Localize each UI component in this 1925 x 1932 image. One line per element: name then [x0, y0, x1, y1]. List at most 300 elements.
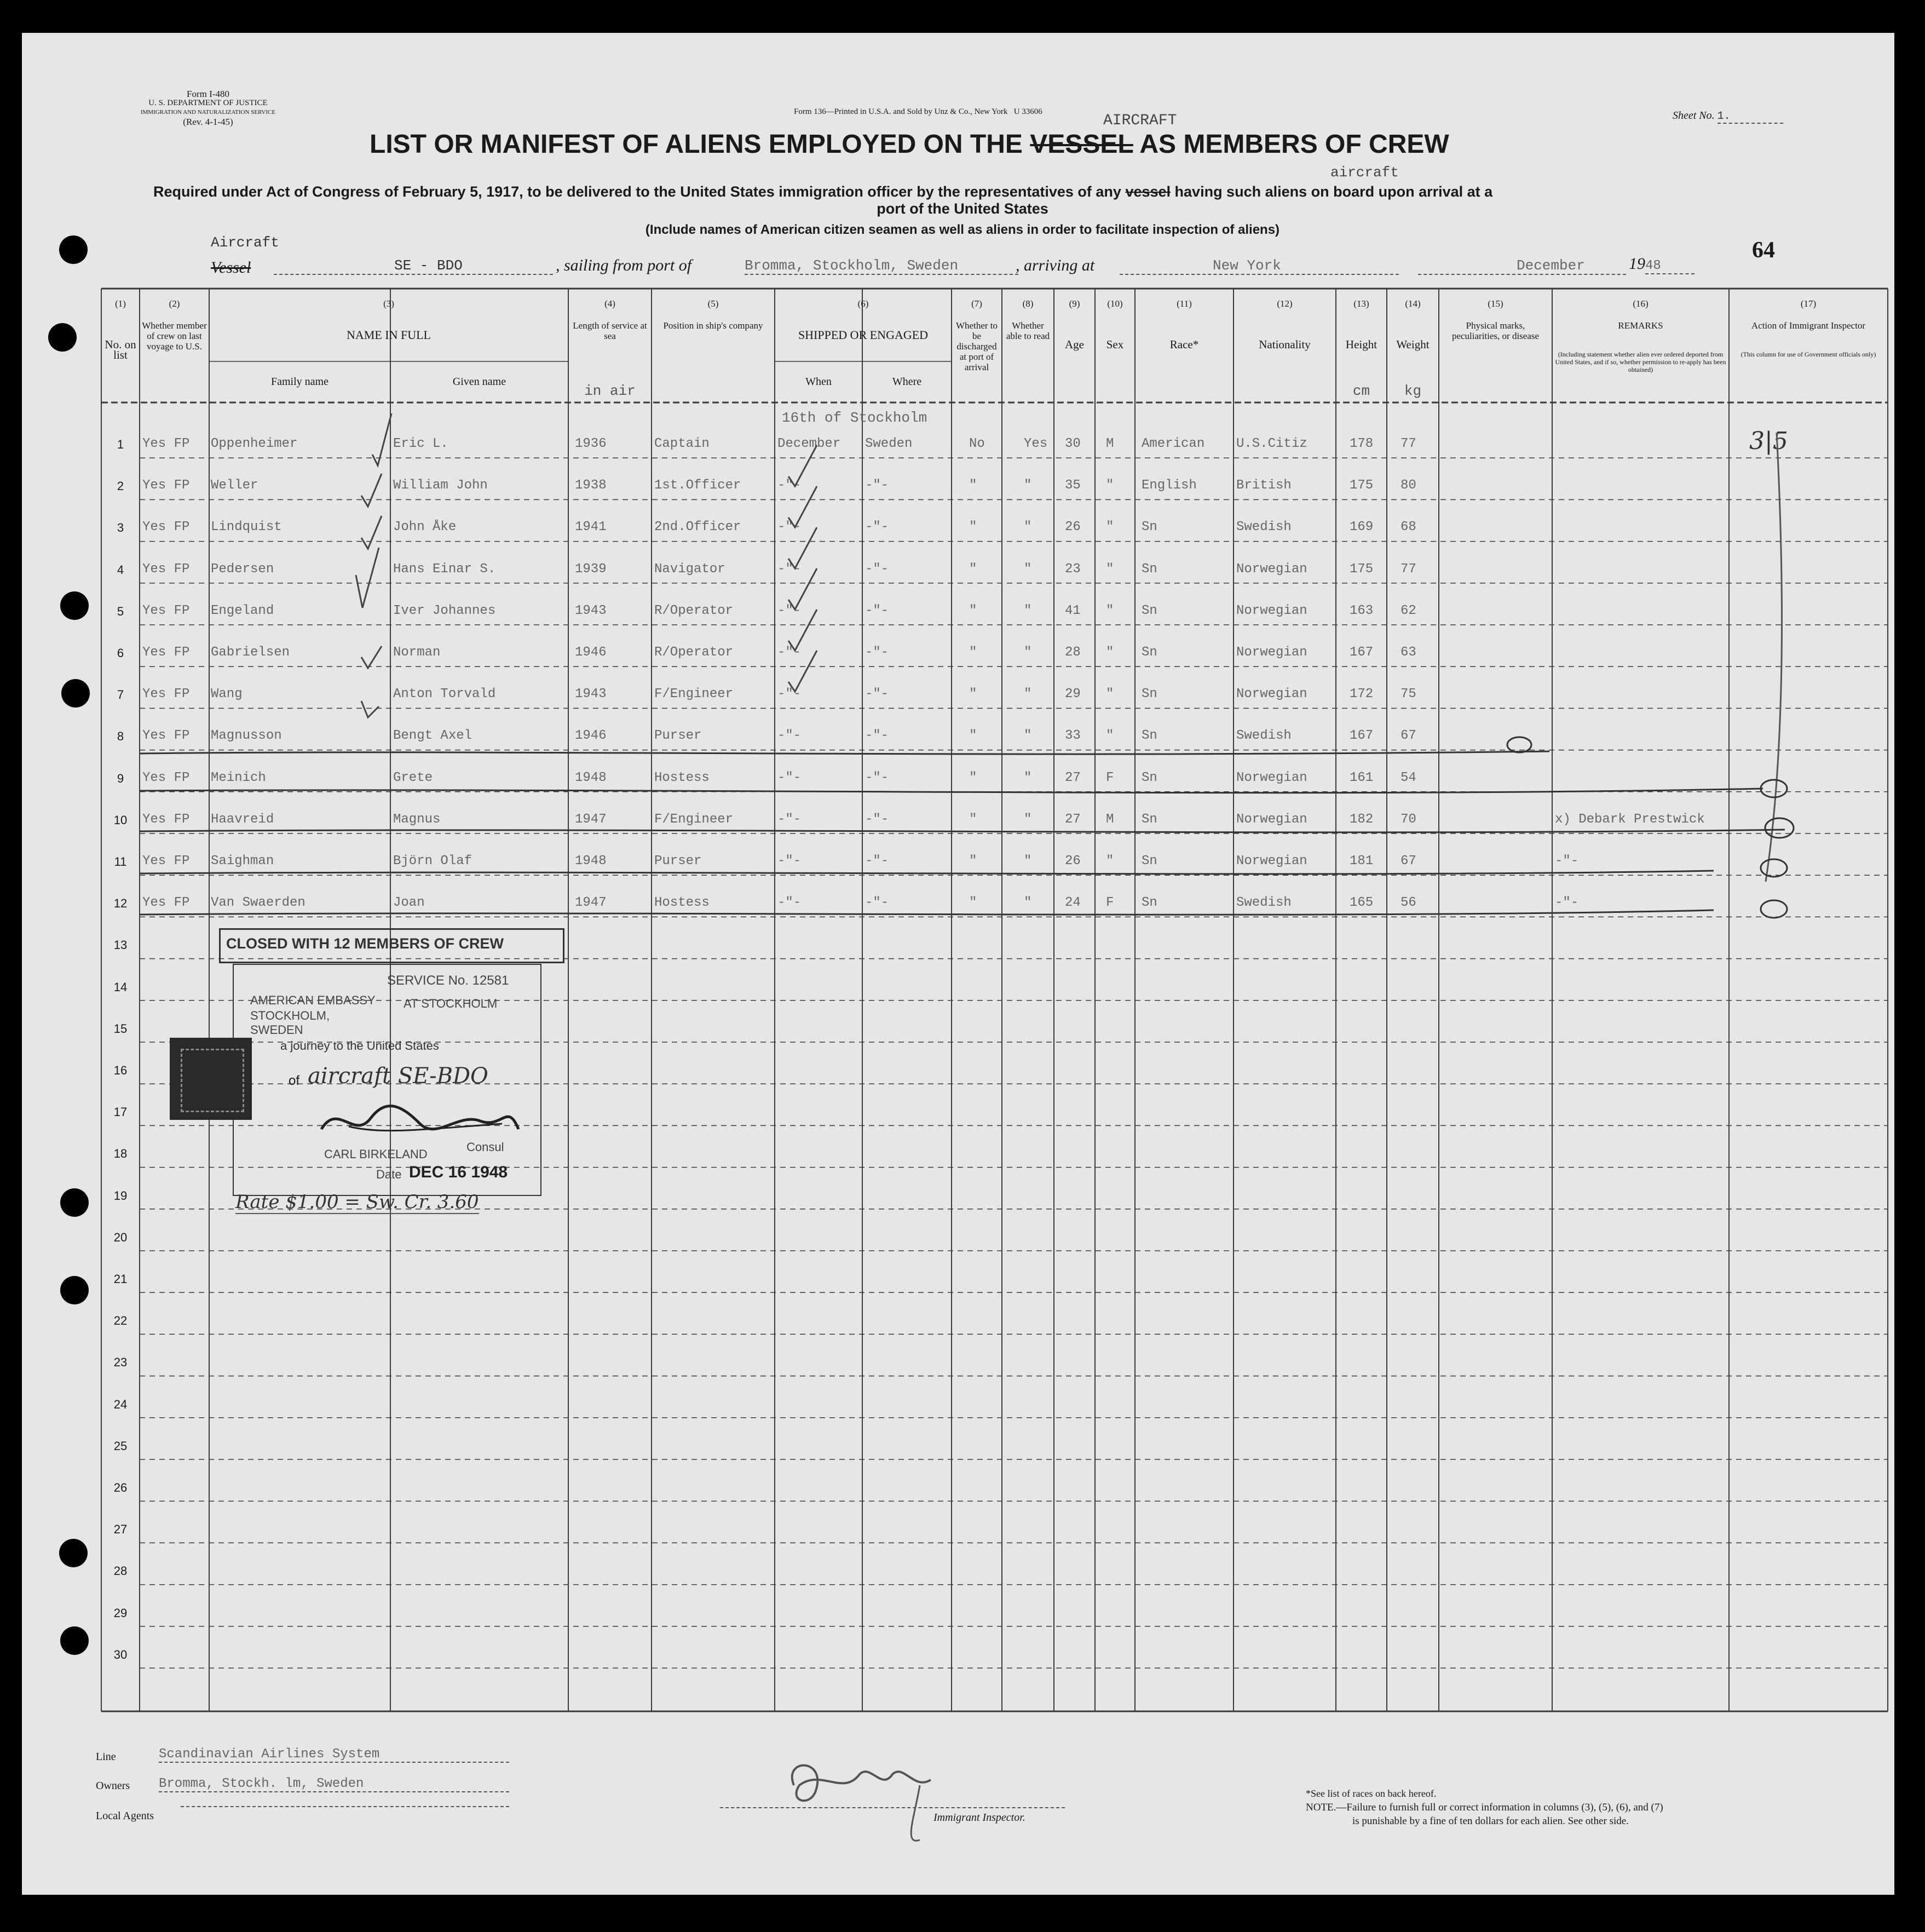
column-label: Height [1345, 338, 1378, 351]
cell-last: Yes FP [142, 603, 190, 618]
column-label: Age [1065, 338, 1084, 351]
column-label: SHIPPED OR ENGAGED [798, 328, 929, 342]
line-value: Scandinavian Airlines System [159, 1747, 509, 1763]
consul-name: CARL BIRKELAND [324, 1147, 428, 1161]
cell-race: Sn [1142, 687, 1157, 702]
row-number: 6 [117, 646, 124, 660]
column-unit: cm [1352, 383, 1370, 399]
row-number: 30 [113, 1647, 128, 1661]
cell-discharged: " [969, 645, 977, 660]
cell-last: Yes FP [142, 854, 190, 869]
cell-discharged: No [969, 436, 985, 451]
cell-family: Van Swaerden [211, 895, 306, 911]
cell-race: Sn [1142, 645, 1157, 660]
column-number: (2) [169, 298, 180, 309]
cell-discharged: " [969, 770, 977, 785]
sailing-value: Bromma, Stockholm, Sweden [745, 257, 1018, 275]
row-number: 25 [113, 1439, 128, 1453]
cell-read: Yes [1024, 436, 1048, 451]
cell-given: Grete [393, 770, 433, 785]
cell-nationality: Norwegian [1236, 854, 1307, 869]
cell-nationality: Norwegian [1236, 561, 1307, 577]
cell-race: Sn [1142, 854, 1157, 869]
cell-service: 1946 [575, 645, 607, 660]
footnote-penalty-cont: is punishable by a fine of ten dollars for each alien. See other side. [1352, 1815, 1629, 1827]
cell-where: -"- [865, 895, 889, 911]
column-number: (5) [707, 298, 719, 309]
cell-read: " [1024, 603, 1032, 618]
cell-family: Magnusson [211, 728, 282, 744]
service: IMMIGRATION AND NATURALIZATION SERVICE [140, 109, 276, 116]
cell-sex: " [1106, 728, 1114, 744]
cell-position: 1st.Officer [654, 478, 741, 493]
cell-race: Sn [1142, 728, 1157, 744]
cell-service: 1941 [575, 520, 607, 535]
cell-last: Yes FP [142, 895, 190, 911]
cell-sex: F [1106, 770, 1114, 785]
cell-family: Weller [211, 478, 258, 493]
column-label: Sex [1106, 338, 1124, 351]
inspector-mark: 3|5 [1749, 427, 1788, 455]
row-number: 8 [117, 729, 124, 744]
title-vessel-struck: VESSEL [1030, 130, 1133, 159]
cell-age: 28 [1065, 645, 1081, 660]
column-label: Race* [1169, 338, 1199, 351]
cell-weight: 54 [1400, 770, 1416, 785]
form-number: Form I-480 [187, 89, 229, 99]
cell-height: 181 [1350, 854, 1374, 869]
stamp-country: SWEDEN [250, 1023, 303, 1037]
cell-weight: 80 [1400, 478, 1416, 493]
cell-given: Eric L. [393, 436, 448, 451]
row-number: 20 [113, 1230, 128, 1244]
cell-family: Engeland [211, 603, 274, 618]
cell-discharged: " [969, 561, 977, 577]
column-unit: kg [1404, 383, 1422, 399]
row-number: 11 [114, 855, 127, 869]
cell-age: 29 [1065, 687, 1081, 702]
date-value: December [1418, 257, 1626, 275]
cell-service: 1946 [575, 728, 607, 744]
cell-last: Yes FP [142, 478, 190, 493]
row-number: 1 [117, 438, 124, 451]
subtitle-line2: port of the United States [877, 200, 1048, 217]
cell-when: -"- [777, 603, 802, 618]
cell-sex: " [1106, 603, 1114, 618]
cell-height: 163 [1350, 603, 1374, 618]
sheet-value: 1. [1717, 110, 1783, 124]
cell-read: " [1024, 687, 1032, 702]
column-number: (13) [1353, 298, 1369, 309]
subtitle-line1a: Required under Act of Congress of February 5, 1917, to be delivered to the United States immigration officer by the representatives of any [153, 183, 1121, 200]
cell-discharged: " [969, 603, 977, 618]
owners-value: Bromma, Stockh. lm, Sweden [159, 1776, 509, 1792]
cell-weight: 70 [1400, 812, 1416, 827]
cell-last: Yes FP [142, 687, 190, 702]
of-label: of [289, 1073, 300, 1088]
column-label: Position in ship's company [663, 320, 763, 331]
printer-code: U 33606 [1013, 107, 1042, 116]
cell-sex: M [1106, 812, 1114, 827]
cell-age: 23 [1065, 561, 1081, 577]
cell-service: 1947 [575, 812, 607, 827]
column-number: (12) [1277, 298, 1293, 309]
cell-sex: " [1106, 645, 1114, 660]
cell-height: 167 [1350, 728, 1374, 744]
vessel-value: SE - BDO [274, 257, 553, 275]
cell-nationality: Norwegian [1236, 645, 1307, 660]
cell-discharged: " [969, 478, 977, 493]
row-number: 13 [113, 938, 128, 952]
sailing-label: , sailing from port of [556, 256, 692, 274]
cell-age: 30 [1065, 436, 1081, 451]
cell-last: Yes FP [142, 436, 190, 451]
cell-position: Navigator [654, 561, 725, 577]
row-number: 22 [113, 1314, 128, 1328]
cell-when: -"- [777, 770, 802, 785]
cell-when: -"- [777, 812, 802, 827]
cell-age: 33 [1065, 728, 1081, 744]
cell-read: " [1024, 561, 1032, 577]
cell-age: 27 [1065, 812, 1081, 827]
cell-age: 27 [1065, 770, 1081, 785]
cell-given: Anton Torvald [393, 687, 496, 702]
cell-service: 1939 [575, 561, 607, 577]
owners-label: Owners [96, 1780, 130, 1792]
cell-discharged: " [969, 812, 977, 827]
row-number: 14 [113, 980, 128, 994]
cell-given: Hans Einar S. [393, 561, 496, 577]
cell-height: 175 [1350, 478, 1374, 493]
cell-where: -"- [865, 561, 889, 577]
row-number: 4 [117, 562, 124, 577]
row-number: 5 [117, 604, 124, 618]
closed-stamp [219, 928, 564, 963]
cell-position: F/Engineer [654, 812, 734, 827]
cell-family: Saighman [211, 854, 274, 869]
row-number: 12 [113, 896, 128, 911]
cell-when: -"- [777, 520, 802, 535]
column-number: (11) [1177, 298, 1192, 309]
row-number: 9 [117, 771, 124, 785]
cell-position: Hostess [654, 895, 710, 911]
cell-given: Joan [393, 895, 425, 911]
column-label: Action of Immigrant Inspector [1751, 320, 1866, 331]
row-number: 19 [113, 1188, 128, 1203]
cell-last: Yes FP [142, 770, 190, 785]
cell-height: 169 [1350, 520, 1374, 535]
shipped-note: 16th of Stockholm [782, 410, 927, 426]
cell-last: Yes FP [142, 520, 190, 535]
cell-discharged: " [969, 895, 977, 911]
column-number: (6) [857, 298, 869, 309]
cell-nationality: Norwegian [1236, 687, 1307, 702]
row-number: 27 [113, 1522, 128, 1537]
stamp-city: STOCKHOLM, [250, 1009, 330, 1022]
cell-nationality: U.S.Citiz [1236, 436, 1307, 451]
cell-given: John Åke [393, 520, 457, 535]
cell-last: Yes FP [142, 645, 190, 660]
cell-race: American [1142, 436, 1205, 451]
arriving-label: , arriving at [1016, 256, 1095, 274]
cell-family: Wang [211, 687, 243, 702]
cell-family: Haavreid [211, 812, 274, 827]
cell-service: 1943 [575, 603, 607, 618]
cell-service: 1948 [575, 770, 607, 785]
cell-where: -"- [865, 645, 889, 660]
cell-position: Captain [654, 436, 710, 451]
column-sublabel: Given name [452, 376, 506, 388]
inspector-signature [777, 1752, 958, 1851]
cell-service: 1947 [575, 895, 607, 911]
cell-nationality: British [1236, 478, 1292, 493]
cell-family: Oppenheimer [211, 436, 298, 451]
cell-weight: 68 [1400, 520, 1416, 535]
cell-last: Yes FP [142, 728, 190, 744]
revision: (Rev. 4-1-45) [183, 117, 233, 127]
row-number: 21 [113, 1272, 128, 1286]
service-number: SERVICE No. 12581 [387, 973, 509, 988]
arriving-value: New York [1120, 257, 1399, 275]
cell-race: Sn [1142, 561, 1157, 577]
printer-text: Form 136—Printed in U.S.A. and Sold by Unz & Co., New York [794, 107, 1008, 116]
cell-discharged: " [969, 687, 977, 702]
cell-where: -"- [865, 770, 889, 785]
cell-read: " [1024, 478, 1032, 493]
consul-date: DEC 16 1948 [409, 1163, 508, 1181]
cell-height: 172 [1350, 687, 1374, 702]
column-label: No. on list [105, 338, 136, 361]
inspector-line [720, 1807, 1065, 1808]
aircraft-label: Aircraft [211, 234, 279, 251]
cell-sex: " [1106, 561, 1114, 577]
cell-when: -"- [777, 895, 802, 911]
cell-nationality: Swedish [1236, 728, 1292, 744]
column-number: (8) [1022, 298, 1034, 309]
cell-discharged: " [969, 520, 977, 535]
sheet-label: Sheet No. [1673, 110, 1715, 122]
cell-service: 1938 [575, 478, 607, 493]
cell-read: " [1024, 854, 1032, 869]
column-sublabel: Family name [271, 376, 328, 388]
cell-given: Iver Johannes [393, 603, 496, 618]
subtitle-line3: (Include names of American citizen seamen as well as aliens in order to facilitate inspection of aliens) [645, 222, 1280, 237]
column-number: (9) [1069, 298, 1080, 309]
consular-stamp [233, 964, 541, 1196]
cell-position: R/Operator [654, 603, 734, 618]
cell-weight: 67 [1400, 854, 1416, 869]
cell-family: Lindquist [211, 520, 282, 535]
cell-remarks: -"- [1555, 895, 1579, 911]
row-number: 28 [113, 1564, 128, 1578]
cell-sex: " [1106, 687, 1114, 702]
cell-weight: 77 [1400, 436, 1416, 451]
consul-signature [316, 1096, 524, 1146]
row-number: 18 [113, 1147, 128, 1161]
column-note: (This column for use of Government officials only) [1740, 350, 1876, 358]
title-part2: AS MEMBERS OF CREW [1139, 130, 1449, 159]
cell-sex: " [1106, 520, 1114, 535]
cell-position: Purser [654, 728, 702, 744]
cell-position: Purser [654, 854, 702, 869]
cell-race: Sn [1142, 603, 1157, 618]
column-label: Nationality [1259, 338, 1311, 351]
cell-height: 178 [1350, 436, 1374, 451]
cell-position: F/Engineer [654, 687, 734, 702]
cell-remarks: -"- [1555, 854, 1579, 869]
embassy-text: AMERICAN EMBASSY [250, 993, 376, 1007]
cell-last: Yes FP [142, 812, 190, 827]
cell-when: -"- [777, 645, 802, 660]
column-label: Length of service at sea [573, 320, 647, 341]
cell-where: Sweden [865, 436, 913, 451]
subtitle-vessel-struck: vessel [1125, 183, 1171, 200]
cell-weight: 56 [1400, 895, 1416, 911]
row-number: 10 [113, 813, 128, 827]
cell-read: " [1024, 728, 1032, 744]
cell-when: -"- [777, 478, 802, 493]
column-number: (3) [383, 298, 394, 309]
row-number: 3 [117, 521, 124, 535]
cell-given: William John [393, 478, 488, 493]
cell-where: -"- [865, 478, 889, 493]
cell-weight: 75 [1400, 687, 1416, 702]
cell-race: Sn [1142, 770, 1157, 785]
cell-height: 165 [1350, 895, 1374, 911]
cell-where: -"- [865, 728, 889, 744]
consul-title: Consul [466, 1140, 504, 1154]
cell-nationality: Swedish [1236, 895, 1292, 911]
cell-read: " [1024, 770, 1032, 785]
column-number: (10) [1107, 298, 1123, 309]
cell-nationality: Norwegian [1236, 770, 1307, 785]
cell-where: -"- [865, 603, 889, 618]
cell-when: -"- [777, 561, 802, 577]
column-label: NAME IN FULL [347, 328, 431, 342]
cell-height: 182 [1350, 812, 1374, 827]
cell-age: 26 [1065, 520, 1081, 535]
cell-nationality: Norwegian [1236, 812, 1307, 827]
journey-text: a journey to the United States [280, 1039, 439, 1053]
cell-remarks: x) Debark Prestwick [1555, 812, 1705, 827]
date-label: Date [376, 1168, 402, 1181]
department: U. S. DEPARTMENT OF JUSTICE [148, 99, 268, 107]
column-sublabel: Where [892, 376, 922, 388]
cell-age: 26 [1065, 854, 1081, 869]
column-label: Weight [1396, 338, 1430, 351]
row-number: 17 [113, 1105, 128, 1119]
cell-given: Björn Olaf [393, 854, 472, 869]
cell-service: 1943 [575, 687, 607, 702]
cell-given: Magnus [393, 812, 441, 827]
column-sublabel: When [805, 376, 832, 388]
row-number: 29 [113, 1606, 128, 1620]
row-number: 15 [113, 1021, 128, 1036]
column-number: (14) [1405, 298, 1421, 309]
cell-height: 175 [1350, 561, 1374, 577]
cell-race: Sn [1142, 812, 1157, 827]
cell-where: -"- [865, 812, 889, 827]
column-number: (7) [971, 298, 982, 309]
row-number: 24 [113, 1397, 128, 1411]
cell-family: Pedersen [211, 561, 274, 577]
column-label: Physical marks, peculiarities, or disease [1451, 320, 1540, 341]
cell-where: -"- [865, 520, 889, 535]
row-number: 26 [113, 1481, 128, 1494]
inspector-label: Immigrant Inspector. [933, 1812, 1025, 1824]
subtitle-aircraft-insert: aircraft [1330, 164, 1399, 181]
column-number: (17) [1800, 298, 1817, 309]
year-prefix: 19 [1629, 255, 1645, 273]
cell-where: -"- [865, 687, 889, 702]
column-label: Whether able to read [1006, 320, 1050, 341]
cell-last: Yes FP [142, 561, 190, 577]
cell-nationality: Norwegian [1236, 603, 1307, 618]
cell-when: -"- [777, 854, 802, 869]
cell-sex: F [1106, 895, 1114, 911]
title-part1: LIST OR MANIFEST OF ALIENS EMPLOYED ON THE [370, 130, 1023, 159]
cell-age: 41 [1065, 603, 1081, 618]
year-suffix: 48 [1645, 258, 1695, 274]
cell-read: " [1024, 895, 1032, 911]
cell-service: 1948 [575, 854, 607, 869]
cell-weight: 77 [1400, 561, 1416, 577]
cell-height: 167 [1350, 645, 1374, 660]
cell-weight: 67 [1400, 728, 1416, 744]
row-number: 16 [113, 1063, 128, 1077]
column-label: REMARKS [1618, 320, 1663, 331]
column-label: Whether member of crew on last voyage to U.S. [142, 320, 207, 352]
cell-read: " [1024, 812, 1032, 827]
cell-given: Norman [393, 645, 441, 660]
cell-race: English [1142, 478, 1197, 493]
column-number: (15) [1488, 298, 1503, 309]
cell-sex: M [1106, 436, 1114, 451]
cell-when: -"- [777, 728, 802, 744]
cell-discharged: " [969, 728, 977, 744]
page-number: 64 [1752, 238, 1775, 263]
column-number: (16) [1633, 298, 1649, 309]
cell-age: 35 [1065, 478, 1081, 493]
cell-family: Gabrielsen [211, 645, 290, 660]
cell-family: Meinich [211, 770, 266, 785]
cell-where: -"- [865, 854, 889, 869]
cell-sex: " [1106, 854, 1114, 869]
closed-stamp-text: CLOSED WITH 12 MEMBERS OF CREW [226, 935, 504, 952]
agents-value [181, 1806, 509, 1807]
column-number: (1) [115, 298, 126, 309]
row-number: 23 [113, 1355, 128, 1370]
cell-race: Sn [1142, 520, 1157, 535]
revenue-stamp [170, 1038, 252, 1120]
line-label: Line [96, 1751, 116, 1763]
footnote-penalty: NOTE.—Failure to furnish full or correct information in columns (3), (5), (6), and (7) [1306, 1802, 1663, 1813]
cell-read: " [1024, 520, 1032, 535]
cell-height: 161 [1350, 770, 1374, 785]
exchange-rate: Rate $1.00 = Sw. Cr. 3.60 [235, 1191, 479, 1213]
cell-when: -"- [777, 687, 802, 702]
vessel-label: Vessel [211, 258, 251, 277]
cell-race: Sn [1142, 895, 1157, 911]
column-number: (4) [604, 298, 615, 309]
agents-label: Local Agents [96, 1810, 154, 1822]
cell-position: R/Operator [654, 645, 734, 660]
cell-discharged: " [969, 854, 977, 869]
cell-position: 2nd.Officer [654, 520, 741, 535]
cell-nationality: Swedish [1236, 520, 1292, 535]
cell-weight: 63 [1400, 645, 1416, 660]
subtitle-line1b: having such aliens on board upon arrival at a [1174, 183, 1493, 200]
